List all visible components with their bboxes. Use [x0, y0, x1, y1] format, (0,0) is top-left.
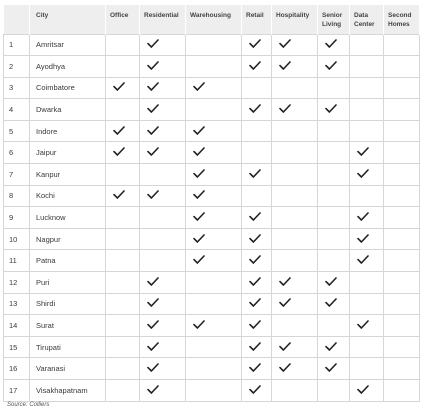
table-row [4, 336, 420, 358]
check-icon [113, 192, 125, 201]
check-cell [186, 293, 242, 315]
check-cell [186, 315, 242, 337]
check-cell [242, 358, 272, 380]
check-cell [140, 272, 186, 294]
table-row [4, 315, 420, 337]
check-icon [249, 365, 261, 374]
check-cell [318, 228, 350, 250]
check-icon [193, 257, 205, 266]
city-name: Lucknow [30, 207, 106, 229]
check-icon [249, 344, 261, 353]
check-cell [350, 185, 384, 207]
table-row [4, 380, 420, 402]
table-row [4, 164, 420, 186]
header-office: Office [106, 5, 140, 34]
check-cell [350, 380, 384, 402]
check-icon [249, 387, 261, 396]
check-cell [384, 185, 420, 207]
check-cell [384, 272, 420, 294]
check-icon [357, 257, 369, 266]
check-cell [106, 272, 140, 294]
check-cell [350, 142, 384, 164]
check-cell [384, 315, 420, 337]
row-number: 17 [4, 380, 30, 402]
check-cell [106, 99, 140, 121]
check-cell [140, 336, 186, 358]
check-icon [279, 300, 291, 309]
check-cell [186, 185, 242, 207]
check-cell [384, 250, 420, 272]
check-cell [186, 56, 242, 78]
check-icon [147, 279, 159, 288]
check-cell [272, 358, 318, 380]
check-icon [113, 149, 125, 158]
check-cell [384, 164, 420, 186]
check-icon [357, 149, 369, 158]
check-icon [193, 192, 205, 201]
check-cell [106, 228, 140, 250]
check-cell [272, 77, 318, 99]
check-cell [242, 77, 272, 99]
check-cell [106, 164, 140, 186]
check-cell [140, 77, 186, 99]
check-cell [186, 207, 242, 229]
check-cell [242, 56, 272, 78]
city-name: Tirupati [30, 336, 106, 358]
check-icon [279, 365, 291, 374]
city-name: Patna [30, 250, 106, 272]
check-cell [186, 272, 242, 294]
check-cell [186, 250, 242, 272]
check-icon [193, 128, 205, 137]
check-cell [318, 358, 350, 380]
header-warehousing: Warehousing [186, 5, 242, 34]
table-row [4, 77, 420, 99]
check-cell [106, 250, 140, 272]
header-hospitality: Hospitality [272, 5, 318, 34]
table-row [4, 250, 420, 272]
row-number: 9 [4, 207, 30, 229]
check-cell [186, 120, 242, 142]
header-data-center: Data Center [350, 5, 384, 34]
check-cell [140, 250, 186, 272]
check-cell [350, 34, 384, 56]
check-cell [272, 315, 318, 337]
table-row [4, 272, 420, 294]
check-cell [272, 120, 318, 142]
check-cell [350, 120, 384, 142]
check-cell [186, 228, 242, 250]
check-cell [272, 228, 318, 250]
check-cell [272, 99, 318, 121]
check-cell [318, 164, 350, 186]
check-cell [350, 77, 384, 99]
check-cell [318, 56, 350, 78]
check-cell [106, 185, 140, 207]
check-icon [193, 171, 205, 180]
check-cell [242, 120, 272, 142]
check-cell [350, 293, 384, 315]
check-icon [147, 192, 159, 201]
check-icon [249, 236, 261, 245]
check-cell [350, 164, 384, 186]
check-cell [318, 77, 350, 99]
table-row [4, 34, 420, 56]
table-row [4, 358, 420, 380]
check-icon [113, 84, 125, 93]
check-icon [249, 41, 261, 50]
row-number: 6 [4, 142, 30, 164]
check-icon [147, 41, 159, 50]
check-cell [140, 34, 186, 56]
row-number: 4 [4, 99, 30, 121]
check-cell [318, 336, 350, 358]
check-cell [318, 99, 350, 121]
check-cell [140, 56, 186, 78]
city-name: Shirdi [30, 293, 106, 315]
check-cell [242, 272, 272, 294]
row-number: 5 [4, 120, 30, 142]
check-icon [325, 300, 337, 309]
row-number: 2 [4, 56, 30, 78]
check-icon [279, 344, 291, 353]
table-row [4, 293, 420, 315]
check-cell [186, 358, 242, 380]
check-icon [147, 322, 159, 331]
check-cell [384, 142, 420, 164]
check-cell [384, 336, 420, 358]
city-name: Kochi [30, 185, 106, 207]
check-icon [249, 171, 261, 180]
check-icon [325, 63, 337, 72]
check-cell [140, 293, 186, 315]
check-cell [318, 250, 350, 272]
row-number: 16 [4, 358, 30, 380]
check-cell [272, 336, 318, 358]
check-cell [272, 380, 318, 402]
check-cell [272, 272, 318, 294]
check-icon [147, 365, 159, 374]
check-icon [357, 387, 369, 396]
check-cell [350, 56, 384, 78]
header-second-homes: Second Homes [384, 5, 420, 34]
check-icon [325, 41, 337, 50]
check-cell [106, 207, 140, 229]
check-cell [350, 207, 384, 229]
check-cell [106, 56, 140, 78]
check-cell [106, 358, 140, 380]
city-name: Nagpur [30, 228, 106, 250]
check-icon [325, 365, 337, 374]
header-retail: Retail [242, 5, 272, 34]
check-icon [279, 63, 291, 72]
check-cell [318, 34, 350, 56]
city-name: Ayodhya [30, 56, 106, 78]
check-cell [318, 142, 350, 164]
check-cell [350, 315, 384, 337]
check-icon [147, 63, 159, 72]
check-cell [242, 250, 272, 272]
check-cell [242, 315, 272, 337]
table-row [4, 185, 420, 207]
check-cell [350, 228, 384, 250]
check-icon [193, 322, 205, 331]
check-cell [186, 336, 242, 358]
check-cell [384, 34, 420, 56]
check-icon [249, 214, 261, 223]
check-cell [242, 336, 272, 358]
check-icon [279, 41, 291, 50]
check-cell [186, 99, 242, 121]
check-icon [249, 106, 261, 115]
check-cell [242, 164, 272, 186]
city-name: Kanpur [30, 164, 106, 186]
check-cell [140, 315, 186, 337]
check-cell [186, 380, 242, 402]
city-name: Varanasi [30, 358, 106, 380]
check-cell [318, 380, 350, 402]
header-row [4, 5, 420, 34]
check-cell [242, 99, 272, 121]
check-cell [272, 142, 318, 164]
check-cell [242, 228, 272, 250]
check-cell [140, 358, 186, 380]
check-cell [106, 315, 140, 337]
check-icon [279, 279, 291, 288]
check-icon [147, 106, 159, 115]
check-cell [186, 164, 242, 186]
check-icon [147, 300, 159, 309]
check-icon [357, 236, 369, 245]
city-name: Jaipur [30, 142, 106, 164]
source-note: Source: Colliers [7, 402, 50, 408]
check-cell [272, 207, 318, 229]
check-cell [318, 120, 350, 142]
row-number: 8 [4, 185, 30, 207]
check-cell [350, 336, 384, 358]
check-icon [249, 63, 261, 72]
check-cell [106, 336, 140, 358]
row-number: 13 [4, 293, 30, 315]
check-cell [384, 358, 420, 380]
header-city: City [30, 5, 106, 34]
check-icon [357, 214, 369, 223]
check-cell [384, 77, 420, 99]
check-cell [384, 99, 420, 121]
check-icon [325, 279, 337, 288]
check-cell [186, 142, 242, 164]
city-name: Amritsar [30, 34, 106, 56]
table-row [4, 120, 420, 142]
row-number: 1 [4, 34, 30, 56]
check-cell [242, 142, 272, 164]
check-cell [106, 120, 140, 142]
check-cell [318, 207, 350, 229]
check-cell [140, 380, 186, 402]
check-cell [384, 56, 420, 78]
check-icon [249, 257, 261, 266]
check-icon [279, 106, 291, 115]
city-name: Indore [30, 120, 106, 142]
check-icon [147, 149, 159, 158]
check-cell [318, 315, 350, 337]
row-number: 10 [4, 228, 30, 250]
city-name: Dwarka [30, 99, 106, 121]
city-name: Puri [30, 272, 106, 294]
check-icon [193, 149, 205, 158]
table-row [4, 99, 420, 121]
check-cell [140, 228, 186, 250]
check-icon [325, 106, 337, 115]
check-cell [140, 207, 186, 229]
check-icon [147, 387, 159, 396]
check-cell [242, 293, 272, 315]
check-cell [106, 293, 140, 315]
check-cell [140, 164, 186, 186]
row-number: 3 [4, 77, 30, 99]
header-no [4, 5, 30, 34]
check-cell [384, 380, 420, 402]
row-number: 11 [4, 250, 30, 272]
check-cell [242, 34, 272, 56]
check-cell [272, 185, 318, 207]
check-cell [384, 293, 420, 315]
city-name: Visakhapatnam [30, 380, 106, 402]
row-number: 12 [4, 272, 30, 294]
check-icon [113, 128, 125, 137]
check-cell [350, 272, 384, 294]
table-row [4, 142, 420, 164]
city-name: Surat [30, 315, 106, 337]
check-cell [384, 228, 420, 250]
check-cell [318, 185, 350, 207]
check-cell [140, 120, 186, 142]
check-cell [350, 250, 384, 272]
check-cell [186, 77, 242, 99]
check-cell [272, 34, 318, 56]
header-senior-living: Senior Living [318, 5, 350, 34]
check-cell [272, 293, 318, 315]
table-body [4, 34, 420, 401]
table-row [4, 228, 420, 250]
check-cell [272, 56, 318, 78]
check-icon [147, 344, 159, 353]
check-cell [272, 164, 318, 186]
check-cell [384, 207, 420, 229]
check-icon [249, 322, 261, 331]
check-cell [186, 34, 242, 56]
check-icon [147, 84, 159, 93]
check-cell [318, 293, 350, 315]
check-cell [350, 358, 384, 380]
check-cell [318, 272, 350, 294]
table-row [4, 207, 420, 229]
check-cell [350, 99, 384, 121]
check-cell [106, 34, 140, 56]
check-icon [325, 344, 337, 353]
check-cell [106, 380, 140, 402]
check-icon [249, 300, 261, 309]
check-icon [193, 236, 205, 245]
check-icon [357, 322, 369, 331]
table-row [4, 56, 420, 78]
city-name: Coimbatore [30, 77, 106, 99]
check-cell [384, 120, 420, 142]
check-cell [242, 185, 272, 207]
check-cell [272, 250, 318, 272]
check-cell [242, 380, 272, 402]
check-icon [147, 128, 159, 137]
check-icon [249, 279, 261, 288]
check-cell [140, 99, 186, 121]
row-number: 14 [4, 315, 30, 337]
check-icon [193, 84, 205, 93]
check-cell [106, 77, 140, 99]
check-cell [140, 185, 186, 207]
check-cell [242, 207, 272, 229]
header-residential: Residential [140, 5, 186, 34]
check-icon [193, 214, 205, 223]
check-cell [140, 142, 186, 164]
check-icon [357, 171, 369, 180]
check-cell [106, 142, 140, 164]
row-number: 7 [4, 164, 30, 186]
city-asset-table [3, 5, 420, 402]
row-number: 15 [4, 336, 30, 358]
